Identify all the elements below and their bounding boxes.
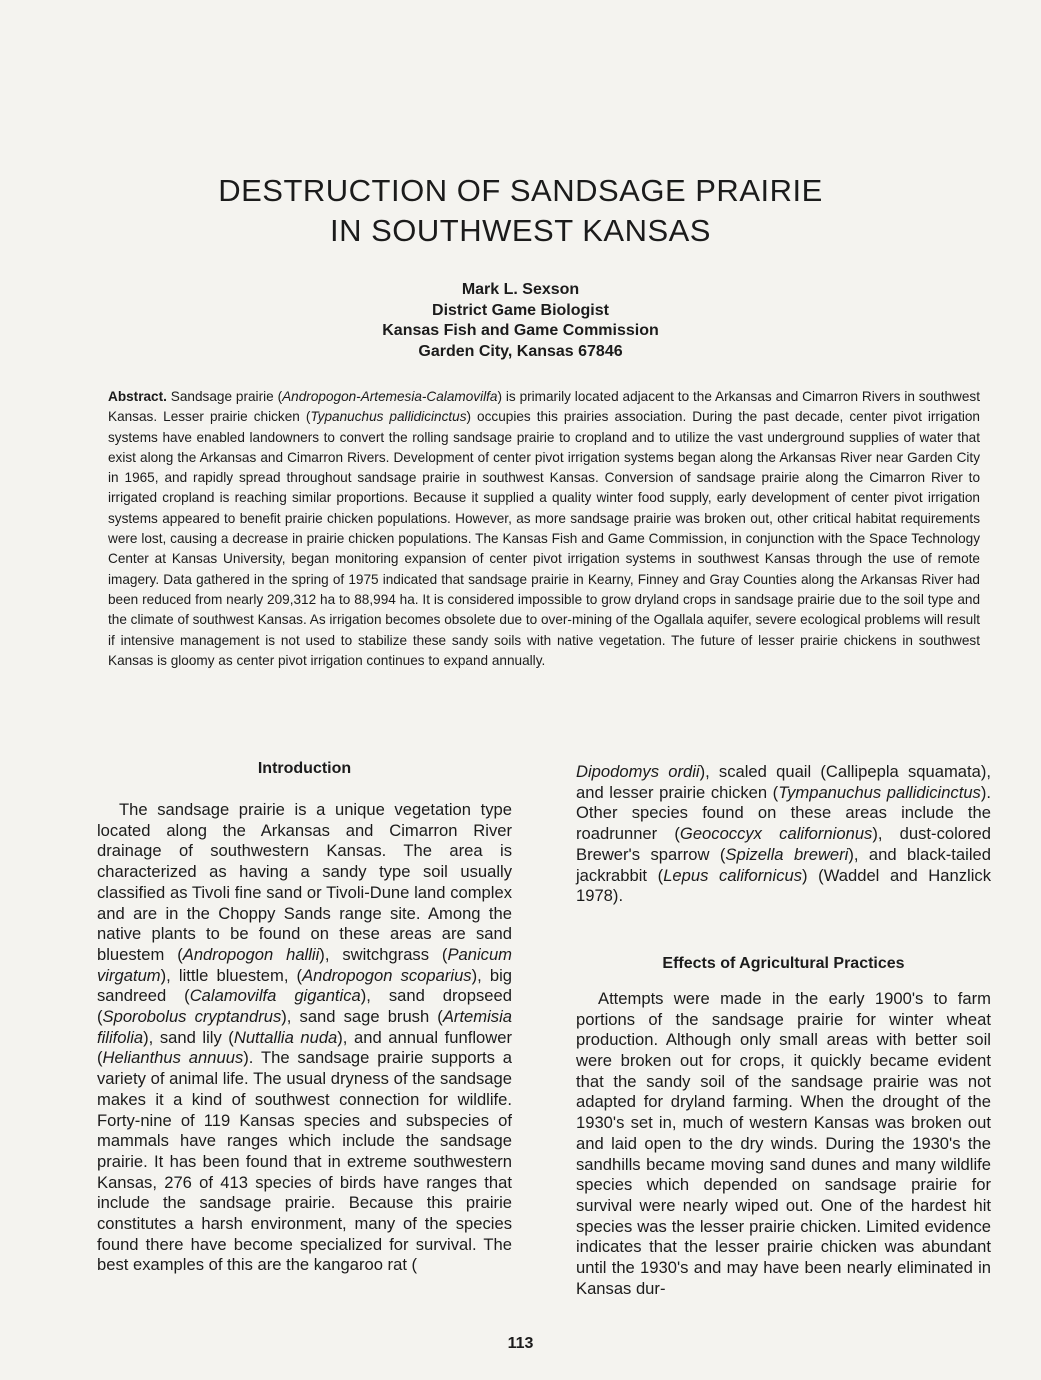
introduction-paragraph xyxy=(97,800,512,1276)
body-text: ), dust-colored Brewer's sparrow ( xyxy=(576,824,991,864)
body-text: The sandsage prairie is a unique vegetation type located along the Arkansas and Cimarron River drainage of southwestern Kansas. The area is characterized as having a sandy type soil usually classified as Tivoli fine sand or Tivoli-Dune land complex and are in the Choppy Sands range site. Among the native plants to be found on these areas are sand bluestem ( xyxy=(97,800,512,964)
author-block xyxy=(0,280,1041,362)
author-location: Garden City, Kansas 67846 xyxy=(418,342,623,360)
species-name: Andropogon-Artemesia-Calamovilfa xyxy=(282,389,498,404)
body-text: ), sand sage brush ( xyxy=(281,1007,443,1027)
effects-heading: Effects of Agricultural Practices xyxy=(662,954,905,972)
body-text: ), sand dropseed ( xyxy=(97,986,512,1027)
species-name: Andropogon scoparius xyxy=(302,965,472,985)
species-name: Tympanuchus pallidicinctus xyxy=(778,782,981,802)
body-text: ) (Waddel and Hanzlick 1978). xyxy=(576,865,992,906)
species-name: Spizella breweri xyxy=(725,844,849,864)
body-text: ), little bluestem, ( xyxy=(160,965,303,985)
author-name: Mark L. Sexson xyxy=(461,281,580,298)
article-title-line-1: DESTRUCTION OF SANDSAGE PRAIRIE xyxy=(218,173,823,208)
author-position: District Game Biologist xyxy=(432,301,609,319)
species-name: Typanuchus pallidicinctus xyxy=(310,409,467,425)
effects-paragraph: Attempts were made in the early 1900's to farm portions of the sandsage prairie for winter wheat production. Although only small areas with better soil were broken out for crops, it quickly became evident that the sandy soil of the sandsage prairie was not adapted for dryland farming. When the drought of the 1930's set in, much of western Kansas was broken out and laid open to the dry winds. During the 1930's the sandhills became moving sand dunes and many wildlife species which depended on sandsage prairie for survival were nearly wiped out. One of the hardest hit species was the lesser prairie chicken. Limited evidence indicates that the lesser prairie chicken was abundant until the 1930's and may have been nearly eliminated in Kansas dur- xyxy=(576,988,991,1298)
abstract-text: ) occupies this prairies association. During the past decade, center pivot irrigation systems have enabled landowners to convert the rolling sandsage prairie to cropland and to utilize the vast underground supplies of water that exist along the Arkansas and Cimarron Rivers. Development of center pivot irrigation systems began along the Arkansas River near Garden City in 1965, and rapidly spread throughout sandsage prairie in southwest Kansas. Conversion of sandsage prairie along the Cimarron River to irrigated cropland is reaching similar proportions. Because it supplied a quality winter food supply, early development of center pivot irrigation systems appeared to benefit prairie chicken populations. However, as more sandsage prairie was broken out, other critical habitat requirements were lost, causing a decrease in prairie chicken populations. The Kansas Fish and Game Commission, in conjunction with the Space Technology Center at Kansas University, began monitoring expansion of center pivot irrigation systems in southwest Kansas through the use of remote imagery. Data gathered in the spring of 1975 indicated that sandsage prairie in Kearny, Finney and Gray Counties along the Arkansas River had been reduced from nearly 209,312 ha to 88,994 ha. It is considered impossible to grow dryland crops in sandsage prairie due to the soil type and the climate of southwest Kansas. As irrigation becomes obsolete due to over-mining of the Ogallala aquifer, severe ecological problems will result if intensive management is not used to stabilize these sandy soils with native vegetation. The future of lesser prairie chickens in southwest Kansas is gloomy as center pivot irrigation continues to expand annually. xyxy=(108,409,980,668)
abstract-label: Abstract. xyxy=(108,389,167,404)
species-name: Andropogon hallii xyxy=(182,944,320,964)
abstract xyxy=(108,387,980,671)
body-text: ), sand lily ( xyxy=(143,1027,234,1047)
page-number: 113 xyxy=(507,1335,534,1352)
species-name: Geococcyx californionus xyxy=(679,824,873,844)
species-name: Sporobolus cryptandrus xyxy=(102,1007,282,1027)
body-text: ), scaled quail (Callipepla squamata), and lesser prairie chicken ( xyxy=(576,762,992,802)
body-text: ), switchgrass ( xyxy=(319,944,448,964)
species-name: Lepus californicus xyxy=(663,865,803,885)
body-text: ), and black-tailed jackrabbit ( xyxy=(576,844,991,885)
right-column xyxy=(576,760,991,1299)
body-text: ). Other species found on these areas include the roadrunner ( xyxy=(576,782,991,844)
abstract-text: ) is primarily located adjacent to the Arkansas and Cimarron Rivers in southwest Kansas. Lesser prairie chicken ( xyxy=(108,389,981,425)
species-name: Panicum virgatum xyxy=(97,944,512,985)
left-column xyxy=(97,760,512,1276)
species-name: Calamovilfa gigantica xyxy=(189,986,361,1006)
species-name: Artemisia filifolia xyxy=(97,1007,512,1047)
author-organization: Kansas Fish and Game Commission xyxy=(382,322,659,339)
species-name: Nuttallia nuda xyxy=(233,1027,338,1047)
body-text: ), and annual funflower ( xyxy=(97,1027,512,1068)
article-title-line-2: IN SOUTHWEST KANSAS xyxy=(330,213,711,248)
species-name: Dipodomys ordii xyxy=(576,762,700,781)
introduction-heading: Introduction xyxy=(257,760,352,777)
abstract-text: Sandsage prairie ( xyxy=(166,389,283,404)
species-name: Helianthus annuus xyxy=(102,1048,244,1068)
body-text: ). The sandsage prairie supports a variety of animal life. The usual dryness of the sandsage makes it a kind of southwest connection for wildlife. Forty-nine of 119 Kansas species and subspecies of mammals have ranges which include the sandsage prairie. It has been found that in extreme southwestern Kansas, 276 of 413 species of birds have ranges that include the sandsage prairie. Because this prairie constitutes a harsh environment, many of the species found there have become specialized for survival. The best examples of this are the kangaroo rat ( xyxy=(97,1048,512,1275)
body-text: ), big sandreed ( xyxy=(97,965,512,1006)
introduction-paragraph-continued xyxy=(576,762,991,907)
